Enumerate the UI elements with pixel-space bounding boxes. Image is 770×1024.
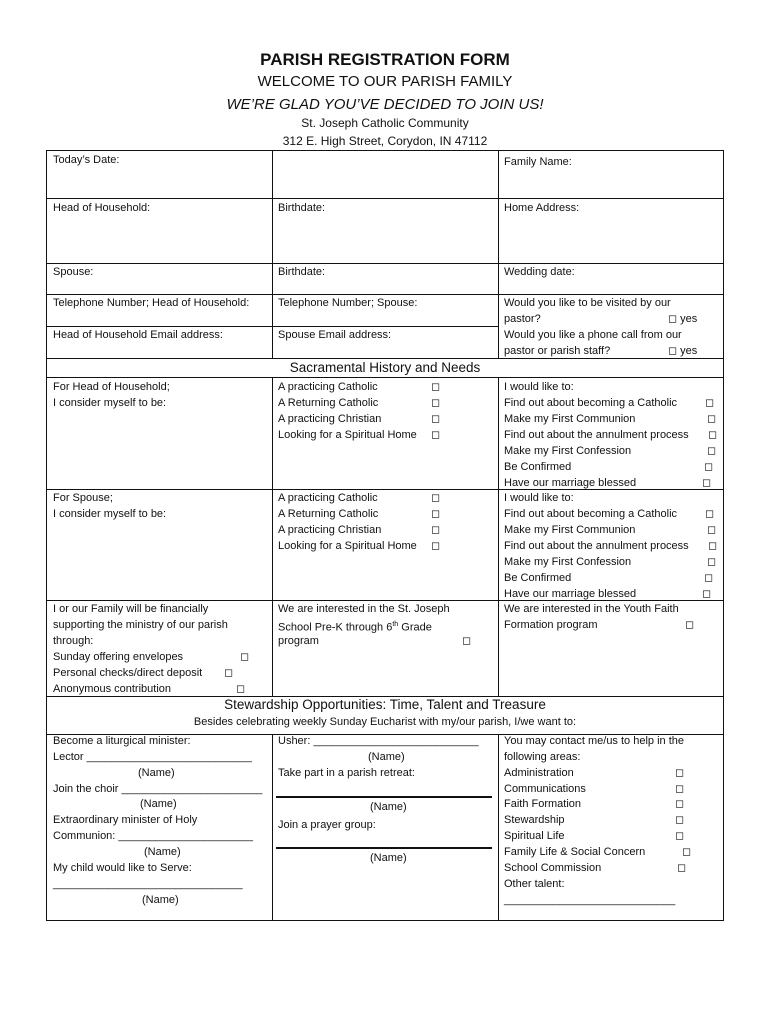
other-talent-field[interactable]: ____________________________ bbox=[504, 894, 676, 906]
school-grade-text: School Pre-K through 6 bbox=[278, 621, 393, 634]
grid-line bbox=[46, 198, 724, 199]
choir-name-caption: (Name) bbox=[140, 798, 177, 810]
grid-line bbox=[723, 150, 724, 921]
phone-spouse-label: Telephone Number; Spouse: bbox=[278, 297, 418, 309]
head-need-checkbox[interactable]: ◻ bbox=[708, 429, 718, 441]
spouse-label: Spouse: bbox=[53, 266, 94, 278]
support-option-checkbox[interactable]: ◻ bbox=[236, 683, 246, 695]
retreat-blank-line[interactable] bbox=[276, 796, 492, 798]
help-area-label: Spiritual Life bbox=[504, 830, 565, 842]
support-option-label: Anonymous contribution bbox=[53, 683, 172, 695]
grid-line bbox=[46, 377, 724, 378]
child-serve-field[interactable]: _______________________________ bbox=[53, 878, 243, 890]
stewardship-heading: Stewardship Opportunities: Time, Talent and Treasure bbox=[224, 697, 546, 712]
support-option-label: Personal checks/direct deposit bbox=[53, 667, 203, 679]
call-question-line2: pastor or parish staff? bbox=[504, 345, 611, 357]
home-address-label: Home Address: bbox=[504, 202, 580, 214]
help-area-label: Communications bbox=[504, 783, 586, 795]
help-area-checkbox[interactable]: ◻ bbox=[675, 814, 685, 826]
usher-field[interactable]: Usher: ___________________________ bbox=[278, 735, 479, 747]
head-birthdate-label: Birthdate: bbox=[278, 202, 326, 214]
usher-name-caption: (Name) bbox=[368, 751, 405, 763]
spouse-need-label: Be Confirmed bbox=[504, 572, 572, 584]
spouse-option-checkbox[interactable]: ◻ bbox=[431, 492, 441, 504]
extraordinary-name-caption: (Name) bbox=[144, 846, 181, 858]
help-area-label: Stewardship bbox=[504, 814, 565, 826]
head-option-checkbox[interactable]: ◻ bbox=[431, 381, 441, 393]
head-option-checkbox[interactable]: ◻ bbox=[431, 413, 441, 425]
help-area-checkbox[interactable]: ◻ bbox=[675, 783, 685, 795]
head-option-label: A practicing Catholic bbox=[278, 381, 378, 393]
grid-line bbox=[272, 377, 273, 696]
spouse-need-label: Find out about becoming a Catholic bbox=[504, 508, 678, 520]
extraordinary-minister-field[interactable]: Communion: ______________________ bbox=[53, 830, 254, 842]
spouse-needs-label: I would like to: bbox=[504, 492, 574, 504]
glad-heading: WE’RE GLAD YOU’VE DECIDED TO JOIN US! bbox=[226, 96, 544, 113]
support-option-label: Sunday offering envelopes bbox=[53, 651, 184, 663]
grid-line bbox=[498, 734, 499, 920]
school-interest-line3: program bbox=[278, 635, 319, 647]
help-area-label: Family Life & Social Concern bbox=[504, 846, 646, 858]
help-area-label: Faith Formation bbox=[504, 798, 582, 810]
head-need-label: Make my First Communion bbox=[504, 413, 636, 425]
help-area-checkbox[interactable]: ◻ bbox=[675, 830, 685, 842]
liturgical-minister-label: Become a liturgical minister: bbox=[53, 735, 191, 747]
visit-question-line2: pastor? bbox=[504, 313, 541, 325]
spouse-need-checkbox[interactable]: ◻ bbox=[707, 524, 717, 536]
head-option-checkbox[interactable]: ◻ bbox=[431, 397, 441, 409]
help-area-checkbox[interactable]: ◻ bbox=[677, 862, 687, 874]
support-text-line2: supporting the ministry of our parish bbox=[53, 619, 228, 631]
head-need-label: Have our marriage blessed bbox=[504, 477, 637, 489]
support-text-line1: I or our Family will be financially bbox=[53, 603, 209, 615]
grid-line bbox=[46, 358, 724, 359]
head-option-checkbox[interactable]: ◻ bbox=[431, 429, 441, 441]
school-interest-checkbox[interactable]: ◻ bbox=[462, 635, 472, 647]
help-area-label: Administration bbox=[504, 767, 574, 779]
help-area-checkbox[interactable]: ◻ bbox=[675, 767, 685, 779]
choir-field[interactable]: Join the choir _______________________ bbox=[53, 783, 263, 795]
spouse-option-label: Looking for a Spiritual Home bbox=[278, 540, 417, 552]
grid-line bbox=[498, 377, 499, 696]
spouse-option-checkbox[interactable]: ◻ bbox=[431, 540, 441, 552]
spouse-birthdate-label: Birthdate: bbox=[278, 266, 326, 278]
spouse-need-label: Find out about the annulment process bbox=[504, 540, 689, 552]
youth-interest-line1: We are interested in the Youth Faith bbox=[504, 603, 679, 615]
email-head-label: Head of Household Email address: bbox=[53, 329, 223, 341]
spouse-need-checkbox[interactable]: ◻ bbox=[702, 588, 712, 600]
lector-name-caption: (Name) bbox=[138, 767, 175, 779]
grade-ordinal-suffix: th bbox=[392, 621, 399, 628]
support-option-checkbox[interactable]: ◻ bbox=[224, 667, 234, 679]
prayer-group-label: Join a prayer group: bbox=[278, 819, 376, 831]
grid-line bbox=[46, 150, 47, 921]
community-name: St. Joseph Catholic Community bbox=[301, 116, 469, 130]
visit-yes-checkbox[interactable]: ◻ yes bbox=[668, 313, 698, 325]
spouse-need-label: Make my First Communion bbox=[504, 524, 636, 536]
phone-head-label: Telephone Number; Head of Household: bbox=[53, 297, 250, 309]
head-consider-line1: For Head of Household; bbox=[53, 381, 170, 393]
grid-line bbox=[272, 734, 273, 920]
spouse-option-label: A practicing Christian bbox=[278, 524, 382, 536]
head-need-label: Make my First Confession bbox=[504, 445, 632, 457]
spouse-need-label: Make my First Confession bbox=[504, 556, 632, 568]
head-option-label: A Returning Catholic bbox=[278, 397, 379, 409]
contact-line2: following areas: bbox=[504, 751, 581, 763]
retreat-name-caption: (Name) bbox=[370, 801, 407, 813]
head-need-label: Be Confirmed bbox=[504, 461, 572, 473]
extraordinary-minister-line1: Extraordinary minister of Holy bbox=[53, 814, 198, 826]
grid-line bbox=[272, 150, 273, 358]
welcome-heading: WELCOME TO OUR PARISH FAMILY bbox=[257, 73, 513, 90]
contact-line1: You may contact me/us to help in the bbox=[504, 735, 684, 747]
head-consider-line2: I consider myself to be: bbox=[53, 397, 167, 409]
grid-line bbox=[46, 263, 724, 264]
spouse-option-checkbox[interactable]: ◻ bbox=[431, 524, 441, 536]
family-name-label: Family Name: bbox=[504, 156, 572, 168]
registration-grid bbox=[46, 150, 724, 920]
head-need-label: Find out about the annulment process bbox=[504, 429, 689, 441]
spouse-need-checkbox[interactable]: ◻ bbox=[708, 540, 718, 552]
other-talent-label: Other talent: bbox=[504, 878, 565, 890]
support-text-line3: through: bbox=[53, 635, 94, 647]
head-need-checkbox[interactable]: ◻ bbox=[704, 461, 714, 473]
lector-field[interactable]: Lector ___________________________ bbox=[53, 751, 252, 763]
help-area-checkbox[interactable]: ◻ bbox=[675, 798, 685, 810]
email-spouse-label: Spouse Email address: bbox=[278, 329, 392, 341]
head-need-checkbox[interactable]: ◻ bbox=[707, 413, 717, 425]
head-need-checkbox[interactable]: ◻ bbox=[707, 445, 717, 457]
wedding-date-label: Wedding date: bbox=[504, 266, 575, 278]
grid-line bbox=[46, 920, 724, 921]
help-area-checkbox[interactable]: ◻ bbox=[682, 846, 692, 858]
spouse-option-label: A Returning Catholic bbox=[278, 508, 379, 520]
head-option-label: A practicing Christian bbox=[278, 413, 382, 425]
spouse-consider-line1: For Spouse; bbox=[53, 492, 113, 504]
visit-question-line1: Would you like to be visited by our bbox=[504, 297, 671, 309]
school-grade-text-end: Grade bbox=[398, 621, 432, 634]
sacramental-heading: Sacramental History and Needs bbox=[289, 360, 481, 375]
head-need-checkbox[interactable]: ◻ bbox=[702, 477, 712, 489]
child-serve-name-caption: (Name) bbox=[142, 894, 179, 906]
prayer-group-name-caption: (Name) bbox=[370, 852, 407, 864]
spouse-need-checkbox[interactable]: ◻ bbox=[705, 508, 715, 520]
help-area-label: School Commission bbox=[504, 862, 602, 874]
head-need-checkbox[interactable]: ◻ bbox=[705, 397, 715, 409]
form-title: PARISH REGISTRATION FORM bbox=[260, 50, 510, 69]
head-needs-label: I would like to: bbox=[504, 381, 574, 393]
spouse-consider-line2: I consider myself to be: bbox=[53, 508, 167, 520]
prayer-group-blank-line[interactable] bbox=[276, 847, 492, 849]
support-option-checkbox[interactable]: ◻ bbox=[240, 651, 250, 663]
grid-line bbox=[498, 150, 499, 358]
child-serve-label: My child would like to Serve: bbox=[53, 862, 192, 874]
todays-date-label: Today’s Date: bbox=[53, 154, 120, 166]
call-question-line1: Would you like a phone call from our bbox=[504, 329, 682, 341]
head-need-label: Find out about becoming a Catholic bbox=[504, 397, 678, 409]
call-yes-checkbox[interactable]: ◻ yes bbox=[668, 345, 698, 357]
youth-interest-checkbox[interactable]: ◻ bbox=[685, 619, 695, 631]
grid-line bbox=[46, 150, 724, 151]
spouse-option-label: A practicing Catholic bbox=[278, 492, 378, 504]
community-address: 312 E. High Street, Corydon, IN 47112 bbox=[282, 134, 488, 148]
stewardship-subtitle: Besides celebrating weekly Sunday Eucharist with my/our parish, I/we want to: bbox=[193, 716, 577, 728]
youth-interest-line2: Formation program bbox=[504, 619, 598, 631]
spouse-need-checkbox[interactable]: ◻ bbox=[707, 556, 717, 568]
head-option-label: Looking for a Spiritual Home bbox=[278, 429, 417, 441]
spouse-option-checkbox[interactable]: ◻ bbox=[431, 508, 441, 520]
head-of-household-label: Head of Household: bbox=[53, 202, 151, 214]
spouse-need-checkbox[interactable]: ◻ bbox=[704, 572, 714, 584]
school-interest-line1: We are interested in the St. Joseph bbox=[278, 603, 450, 615]
retreat-label: Take part in a parish retreat: bbox=[278, 767, 415, 779]
spouse-need-label: Have our marriage blessed bbox=[504, 588, 637, 600]
